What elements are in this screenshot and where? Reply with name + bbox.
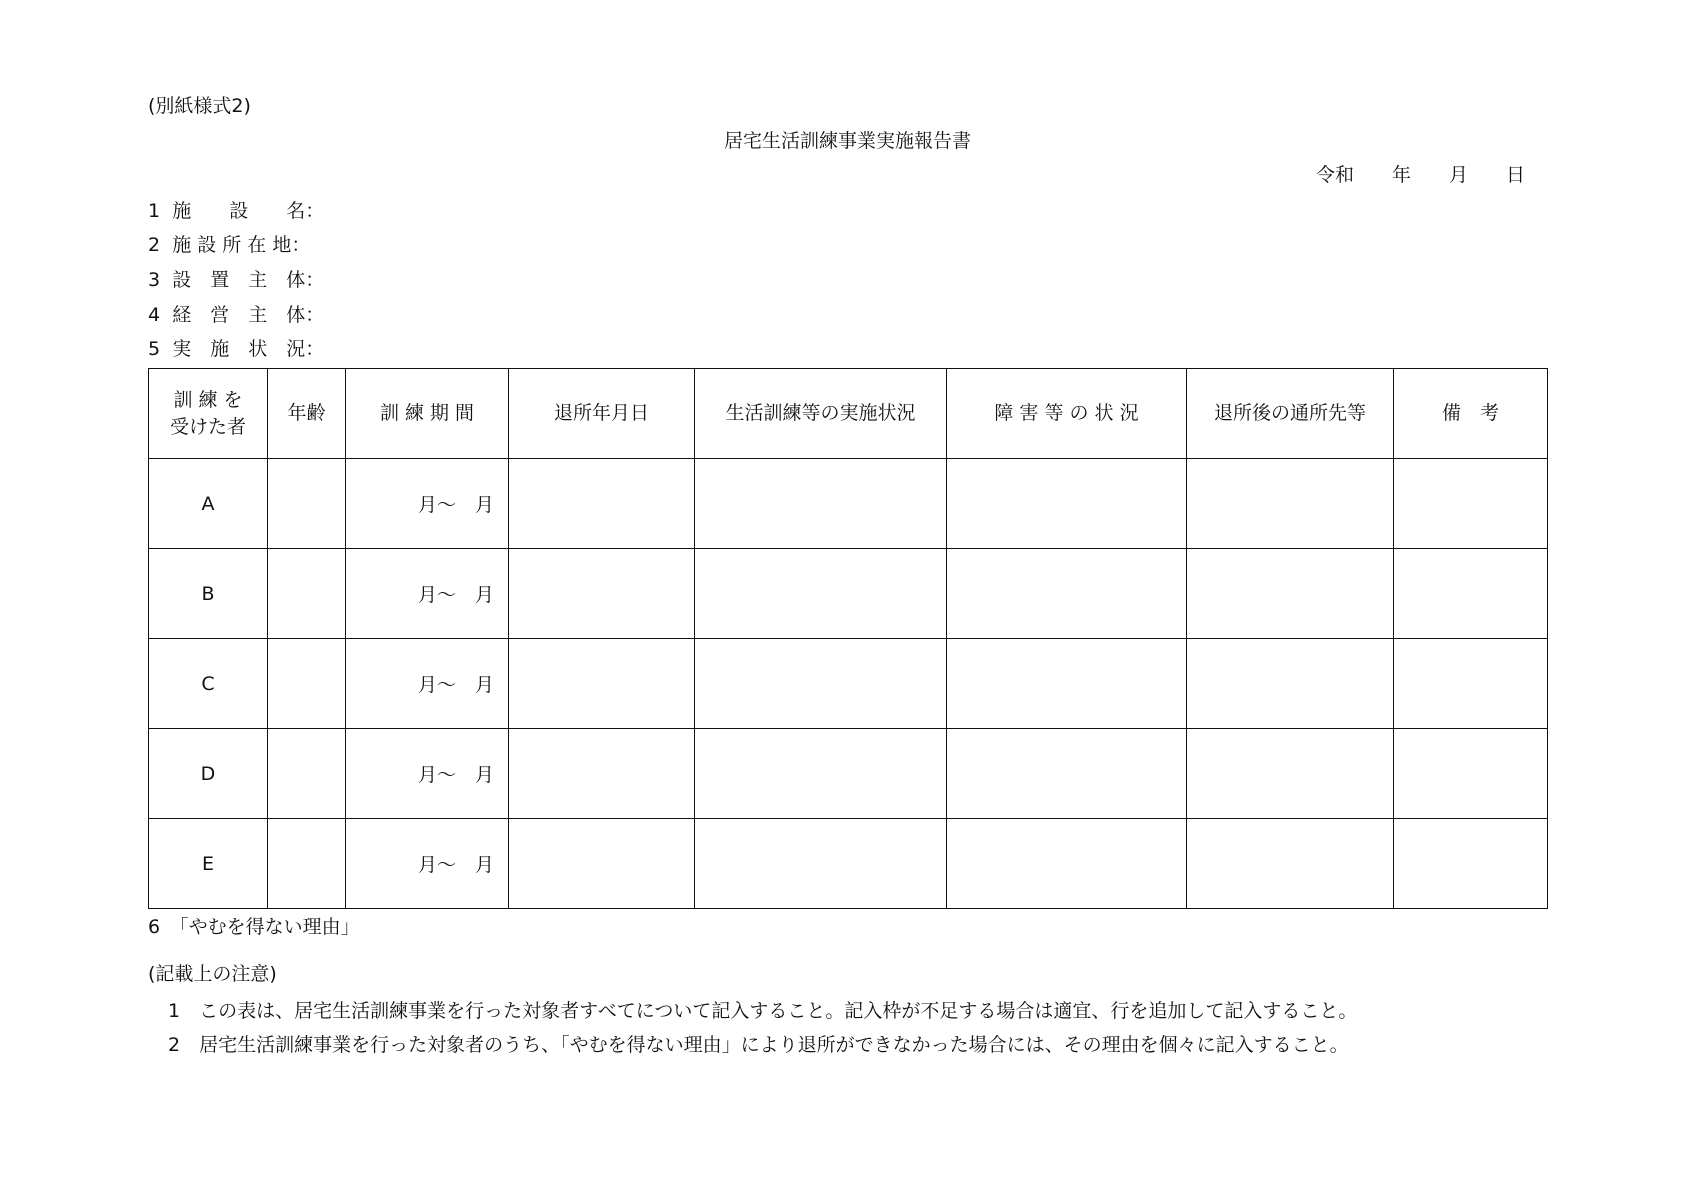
period-cell[interactable]: 月～ 月 bbox=[346, 639, 509, 729]
person-cell[interactable]: A bbox=[149, 459, 268, 549]
training-status-cell[interactable] bbox=[695, 819, 947, 909]
discharge-date-cell[interactable] bbox=[509, 639, 695, 729]
period-cell[interactable]: 月～ 月 bbox=[346, 819, 509, 909]
table-row bbox=[149, 459, 1548, 549]
disability-status-cell[interactable] bbox=[947, 549, 1187, 639]
remarks-cell[interactable] bbox=[1394, 729, 1548, 819]
form-number: (別紙様式2) bbox=[148, 95, 251, 117]
notes-heading: (記載上の注意) bbox=[148, 963, 277, 985]
info-item: 2 施 設 所 在 地： bbox=[148, 234, 311, 256]
note-item: 2 居宅生活訓練事業を行った対象者のうち、「やむを得ない理由」により退所ができなかった場合には、その理由を個々に記入すること。 bbox=[168, 1034, 1349, 1056]
person-cell[interactable]: B bbox=[149, 549, 268, 639]
discharge-date-cell[interactable] bbox=[509, 729, 695, 819]
header-disability-status: 障 害 等 の 状 況 bbox=[947, 369, 1187, 459]
training-status-cell[interactable] bbox=[695, 729, 947, 819]
table-row bbox=[149, 819, 1548, 909]
header-training-status: 生活訓練等の実施状況 bbox=[695, 369, 947, 459]
discharge-date-cell[interactable] bbox=[509, 819, 695, 909]
disability-status-cell[interactable] bbox=[947, 639, 1187, 729]
table-header-row bbox=[149, 369, 1548, 459]
age-cell[interactable] bbox=[268, 459, 346, 549]
training-status-table bbox=[148, 368, 1548, 909]
header-age: 年齢 bbox=[268, 369, 346, 459]
remarks-cell[interactable] bbox=[1394, 459, 1548, 549]
discharge-date-cell[interactable] bbox=[509, 459, 695, 549]
person-cell[interactable]: D bbox=[149, 729, 268, 819]
person-cell[interactable]: E bbox=[149, 819, 268, 909]
post-discharge-cell[interactable] bbox=[1187, 549, 1394, 639]
header-trainee: 訓 練 を 受けた者 bbox=[149, 369, 268, 459]
post-discharge-cell[interactable] bbox=[1187, 639, 1394, 729]
remarks-cell[interactable] bbox=[1394, 549, 1548, 639]
post-discharge-cell[interactable] bbox=[1187, 819, 1394, 909]
header-training-period: 訓 練 期 間 bbox=[346, 369, 509, 459]
period-cell[interactable]: 月～ 月 bbox=[346, 729, 509, 819]
person-cell[interactable]: C bbox=[149, 639, 268, 729]
info-item: 1 施 設 名： bbox=[148, 200, 325, 222]
post-discharge-cell[interactable] bbox=[1187, 459, 1394, 549]
disability-status-cell[interactable] bbox=[947, 729, 1187, 819]
info-item: 5 実 施 状 況： bbox=[148, 338, 325, 360]
age-cell[interactable] bbox=[268, 729, 346, 819]
training-status-cell[interactable] bbox=[695, 549, 947, 639]
info-item: 3 設 置 主 体： bbox=[148, 269, 325, 291]
training-status-cell[interactable] bbox=[695, 639, 947, 729]
unavoidable-reason-label: 6 「やむを得ない理由」 bbox=[148, 916, 360, 938]
remarks-cell[interactable] bbox=[1394, 819, 1548, 909]
period-cell[interactable]: 月～ 月 bbox=[346, 459, 509, 549]
table-row bbox=[149, 549, 1548, 639]
period-cell[interactable]: 月～ 月 bbox=[346, 549, 509, 639]
disability-status-cell[interactable] bbox=[947, 459, 1187, 549]
remarks-cell[interactable] bbox=[1394, 639, 1548, 729]
header-post-discharge: 退所後の通所先等 bbox=[1187, 369, 1394, 459]
table-row bbox=[149, 729, 1548, 819]
table-row bbox=[149, 639, 1548, 729]
discharge-date-cell[interactable] bbox=[509, 549, 695, 639]
document-title: 居宅生活訓練事業実施報告書 bbox=[723, 130, 971, 152]
age-cell[interactable] bbox=[268, 549, 346, 639]
header-remarks: 備 考 bbox=[1394, 369, 1548, 459]
note-item: 1 この表は、居宅生活訓練事業を行った対象者すべてについて記入すること。記入枠が不足する場合は適宜、行を追加して記入すること。 bbox=[168, 1000, 1358, 1022]
disability-status-cell[interactable] bbox=[947, 819, 1187, 909]
post-discharge-cell[interactable] bbox=[1187, 729, 1394, 819]
date-line: 令和 年 月 日 bbox=[1315, 164, 1525, 186]
age-cell[interactable] bbox=[268, 819, 346, 909]
age-cell[interactable] bbox=[268, 639, 346, 729]
info-item: 4 経 営 主 体： bbox=[148, 304, 325, 326]
header-discharge-date: 退所年月日 bbox=[509, 369, 695, 459]
training-status-cell[interactable] bbox=[695, 459, 947, 549]
